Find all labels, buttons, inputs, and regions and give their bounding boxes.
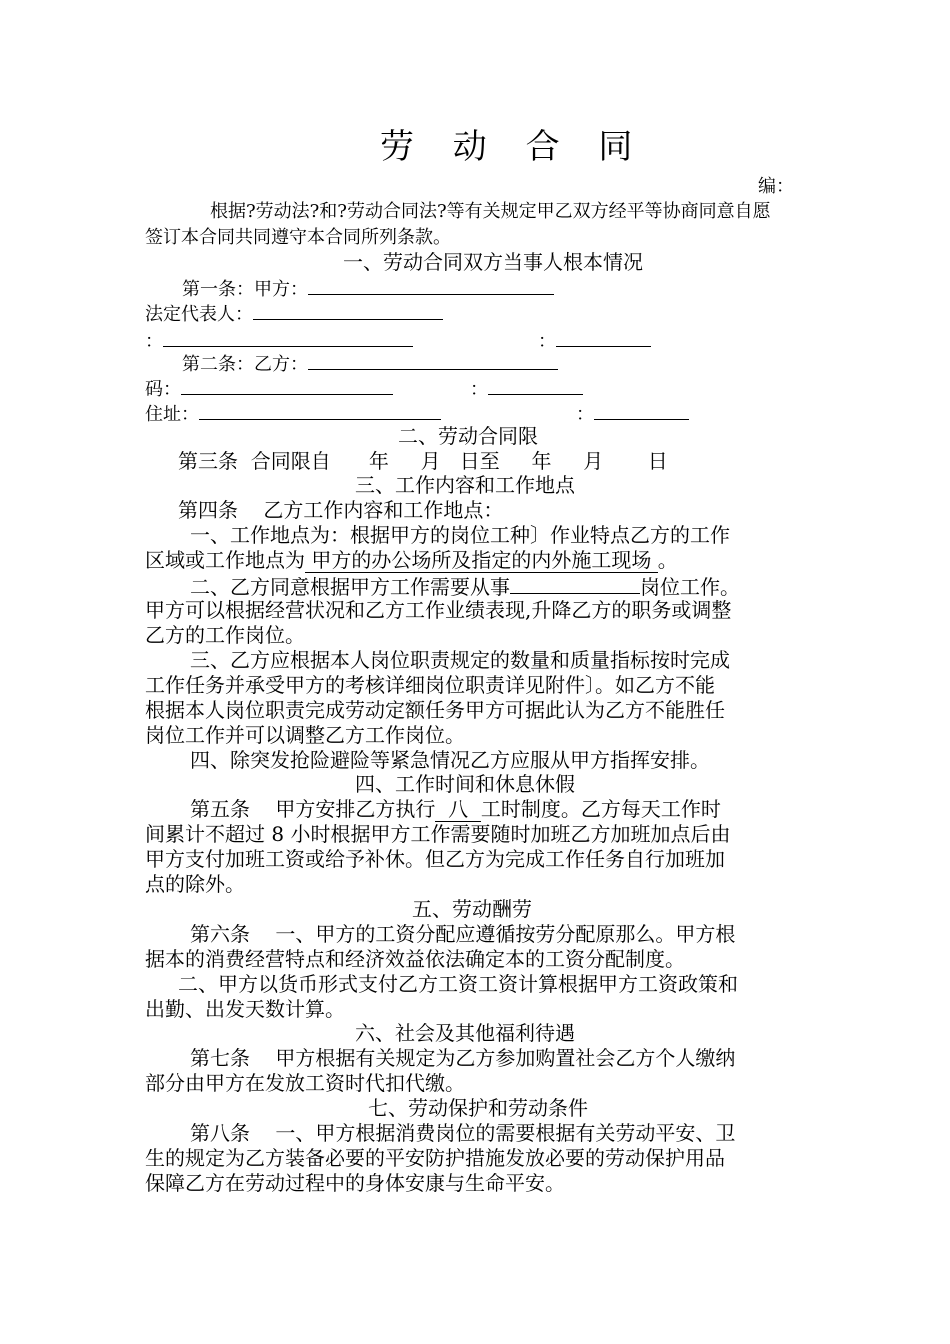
clause-4-3-line-4: 岗位工作并可以调整乙方工作岗位。 [145, 723, 465, 747]
text: 二、乙方同意根据甲方工作需要从事 [190, 575, 510, 599]
section-4-heading: 四、工作时间和休息休假 [355, 772, 575, 796]
legal-rep-blank [253, 303, 443, 320]
blank-field [163, 330, 413, 347]
section-7-heading: 七、劳动保护和劳动条件 [368, 1096, 588, 1120]
article-3: 第三条 合同限自 年 月 日至 年 月 日 [178, 449, 668, 473]
section-3-heading: 三、工作内容和工作地点 [355, 473, 575, 497]
text: 第五条 甲方安排乙方执行 [190, 797, 436, 821]
party-a-contact-row [145, 330, 413, 351]
clause-4-3-line-1: 三、乙方应根据本人岗位职责规定的数量和质量指标按时完成 [190, 648, 730, 672]
clause-4-1-line-1: 一、工作地点为：根据甲方的岗位工种〕作业特点乙方的工作 [190, 523, 730, 547]
blank-field [488, 378, 583, 395]
text: 区域或工作地点为 [145, 548, 305, 572]
party-a-label: 第一条：甲方： [182, 279, 308, 300]
text: 工时制度。乙方每天工作时 [480, 797, 721, 821]
blank-field [556, 330, 651, 347]
section-5-heading: 五、劳动酬劳 [412, 897, 532, 921]
article-6-line-2: 据本的消费经营特点和经济效益依法确定本的工资分配制度。 [145, 947, 685, 971]
colon-label: ： [538, 331, 556, 352]
postcode-row [576, 403, 689, 424]
text: 岗位工作。 [640, 575, 740, 599]
article-6-line-1: 第六条 一、甲方的工资分配应遵循按劳分配原那么。甲方根 [190, 922, 736, 946]
article-5-line-3: 甲方支付加班工资或给予补休。但乙方为完成工作任务自行加班加 [145, 847, 725, 871]
clause-4-3-line-2: 工作任务并承受甲方的考核详细岗位职责详见附件〕。如乙方不能 [145, 673, 715, 697]
article-1 [182, 278, 554, 299]
preamble-line-2: 签订本合同共同遵守本合同所列条款。 [145, 227, 451, 248]
party-b-phone-row [470, 378, 583, 399]
party-b-blank [308, 353, 558, 370]
workplace-filled: 甲方的办公场所及指定的内外施工现场 [305, 548, 658, 572]
clause-4-4: 四、除突发抢险避险等紧急情况乙方应服从甲方指挥安排。 [190, 748, 710, 772]
page-title: 劳 动 合 同 [380, 127, 647, 167]
colon-label: ： [576, 404, 594, 425]
address-row [145, 403, 441, 424]
article-7-line-2: 部分由甲方在发放工资时代扣代缴。 [145, 1071, 465, 1095]
party-b-label: 第二条：乙方： [182, 354, 308, 375]
text: 。 [657, 548, 678, 572]
clause-4-2-line-2: 甲方可以根据经营状况和乙方工作业绩表现,升降乙方的职务或调整 [145, 598, 732, 622]
blank-field [594, 403, 689, 420]
article-8-line-1: 第八条 一、甲方根据消费岗位的需要根据有关劳动平安、卫 [190, 1121, 736, 1145]
legal-rep-row [145, 303, 443, 324]
article-5-line-1 [190, 799, 721, 819]
article-2 [182, 353, 558, 374]
article-4: 第四条 乙方工作内容和工作地点： [178, 498, 504, 522]
colon-label: ： [470, 379, 488, 400]
article-5-line-4: 点的除外。 [145, 872, 245, 896]
colon-label: ： [145, 331, 163, 352]
section-2-heading: 二、劳动合同限 [398, 424, 538, 448]
legal-rep-label: 法定代表人： [145, 304, 253, 325]
clause-4-2-line-1 [190, 575, 740, 597]
clause-4-1-line-2 [145, 550, 678, 570]
party-a-blank [308, 278, 554, 295]
id-code-row [145, 378, 393, 399]
article-8-line-3: 保障乙方在劳动过程中的身体安康与生命平安。 [145, 1171, 565, 1195]
position-blank [510, 575, 640, 594]
section-6-heading: 六、社会及其他福利待遇 [355, 1021, 575, 1045]
address-label: 住址： [145, 404, 199, 425]
address-blank [199, 403, 441, 420]
article-8-line-2: 生的规定为乙方装备必要的平安防护措施发放必要的劳动保护用品 [145, 1146, 725, 1170]
article-6-line-4: 出勤、出发天数计算。 [145, 997, 345, 1021]
id-code-label: 码： [145, 379, 181, 400]
work-hour-system-filled: 八 [435, 797, 481, 821]
clause-4-2-line-3: 乙方的工作岗位。 [145, 623, 305, 647]
preamble-line-1: 根据?劳动法?和?劳动合同法?等有关规定甲乙双方经平等协商同意自愿 [210, 201, 771, 222]
article-6-line-3: 二、甲方以货币形式支付乙方工资工资计算根据甲方工资政策和 [178, 972, 738, 996]
article-7-line-1: 第七条 甲方根据有关规定为乙方参加购置社会乙方个人缴纳 [190, 1046, 736, 1070]
code-label: 编： [758, 176, 794, 197]
article-5-line-2: 间累计不超过 8 小时根据甲方工作需要随时加班乙方加班加点后由 [145, 822, 731, 846]
section-1-heading: 一、劳动合同双方当事人根本情况 [343, 250, 643, 274]
clause-4-3-line-3: 根据本人岗位职责完成劳动定额任务甲方可据此认为乙方不能胜任 [145, 698, 725, 722]
blank-field [181, 378, 393, 395]
party-a-phone-row [538, 330, 651, 351]
